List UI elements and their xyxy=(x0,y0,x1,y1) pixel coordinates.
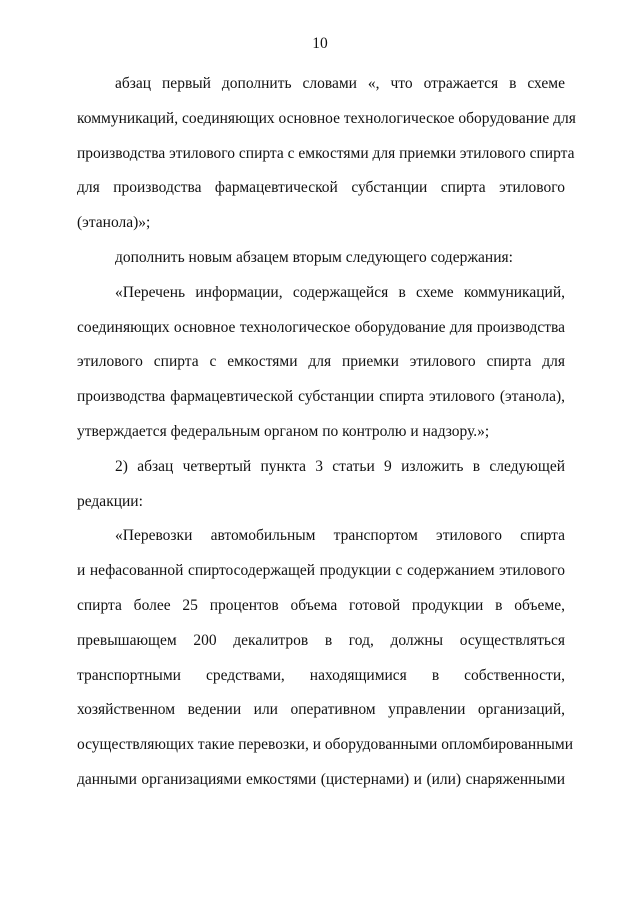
text-line: коммуникаций, соединяющих основное технологическое оборудование для xyxy=(77,109,576,127)
text-line: и нефасованной спиртосодержащей продукции с содержанием этилового xyxy=(77,562,565,580)
text-line: соединяющих основное технологическое оборудование для производства xyxy=(77,318,565,336)
text-line: абзац первый дополнить словами «, что отражается в схеме xyxy=(115,75,565,92)
text-line: 2) абзац четвертый пункта 3 статьи 9 изложить в следующей xyxy=(115,457,565,475)
text-line: транспортными средствами, находящимися в собственности, xyxy=(77,666,565,684)
text-line: этилового спирта с емкостями для приемки этилового спирта для xyxy=(77,353,565,371)
text-line: производства фармацевтической субстанции спирта этилового (этанола), xyxy=(77,388,565,406)
text-line: превышающем 200 декалитров в год, должны осуществляться xyxy=(77,631,565,649)
text-line: (этанола)»; xyxy=(77,214,151,232)
text-line: производства этилового спирта с емкостями для приемки этилового спирта xyxy=(77,144,575,162)
text-line: «Перечень информации, содержащейся в схеме коммуникаций, xyxy=(115,283,565,301)
text-line: редакции: xyxy=(77,492,143,510)
text-line: дополнить новым абзацем вторым следующего содержания: xyxy=(115,248,513,266)
text-line: хозяйственном ведении или оперативном управлении организаций, xyxy=(77,701,565,719)
page-number: 10 xyxy=(312,35,328,52)
text-line: «Перевозки автомобильным транспортом этилового спирта xyxy=(115,527,565,545)
text-line: осуществляющих такие перевозки, и оборудованными опломбированными xyxy=(77,736,574,754)
document-body xyxy=(77,67,576,798)
text-line: спирта более 25 процентов объема готовой продукции в объеме, xyxy=(77,596,565,614)
text-line: для производства фармацевтической субстанции спирта этилового xyxy=(77,179,565,197)
text-line: данными организациями емкостями (цистернами) и (или) снаряженными xyxy=(77,770,565,788)
text-line: утверждается федеральным органом по контролю и надзору.»; xyxy=(77,422,490,440)
